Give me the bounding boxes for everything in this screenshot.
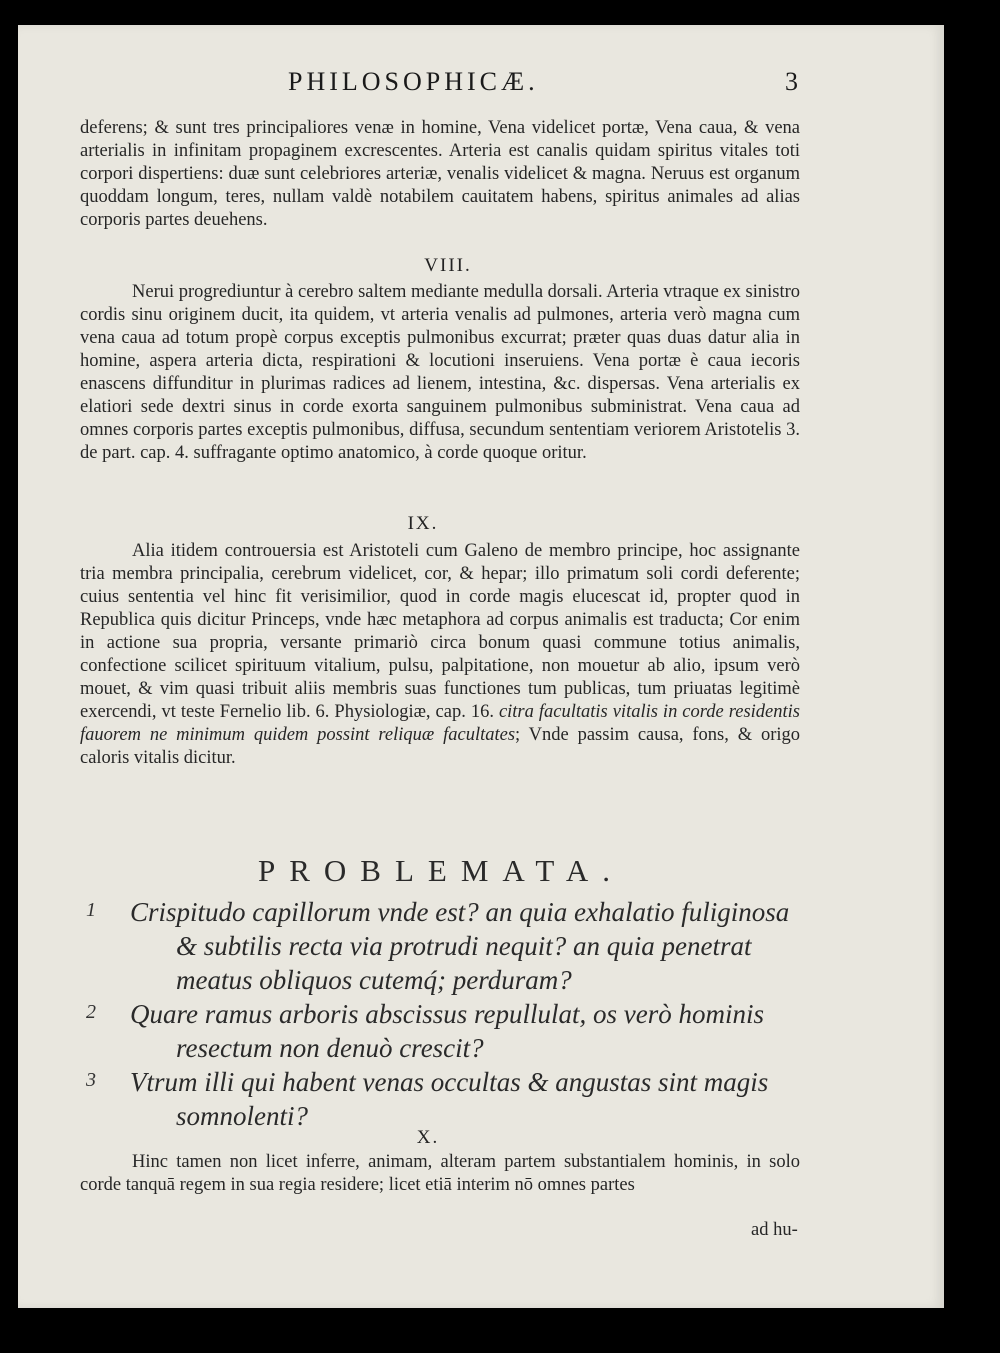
book-page (18, 25, 944, 1308)
catchword: ad hu- (751, 1220, 798, 1240)
problem-text: Crispitudo capillorum vnde est? an quia exhalatio fuliginosa & subtilis recta via protrudi nequit? an quia penetrat meatus obliquos cutemq́; perduram? (130, 897, 790, 995)
section-number-ix: IX. (407, 513, 439, 534)
problem-item (86, 1065, 806, 1133)
problem-number: 3 (86, 1069, 96, 1091)
problem-text: Vtrum illi qui habent venas occultas & angustas sint magis somnolenti? (130, 1067, 769, 1131)
section-number-x: X. (416, 1127, 440, 1148)
page-number: 3 (785, 67, 798, 96)
problem-text: Quare ramus arboris abscissus repullulat, os verò hominis resectum non denuò crescit? (130, 999, 765, 1063)
problemata-title: PROBLEMATA. (258, 853, 624, 888)
problem-item (86, 895, 806, 997)
paragraph-viii: Nerui progrediuntur à cerebro saltem mediante medulla dorsali. Arteria vtraque ex sinistro cordis sinu originem ducit, ita quidem, vt arteria venalis ad pulmones, arteria verò magna cum vena caua ad totum propè corpus exceptis pulmonibus excurrat; præter quas duas datur alia in homine, aspera arteria dicta, respirationi & locutioni inseruiens. Vena portæ è caua iecoris enascens diffunditur in plurimas radices ad lienem, intestina, &c. dispersas. Vena arterialis ex elatiori sede dextri sinus in corde exorta sanguinem pulmonibus subministrat. Vena caua ad omnes corporis partes exceptis pulmonibus, diffusa, secundum sententiam veriorem Aristotelis 3. de part. cap. 4. suffragante optimo anatomico, à corde quoque oritur. (80, 282, 800, 463)
problem-number: 2 (86, 1001, 96, 1023)
paragraph-ix (80, 540, 800, 770)
problem-number: 1 (86, 899, 96, 921)
problem-item (86, 997, 806, 1065)
paragraph-ix-tail: ; Vnde passim causa, fons, & origo caloris vitalis dicitur. (80, 725, 800, 768)
section-number-viii: VIII. (424, 255, 472, 276)
paragraph-ix-text: Alia itidem controuersia est Aristoteli cum Galeno de membro principe, hoc assignante tria membra principalia, cerebrum videlicet, cor, & hepar; illo primatum soli cordi deferente; cuius sententia vel hinc fit verisimilior, quod in corde magis elucescat id, propter quod in Republica quis dicitur Princeps, vnde hæc metaphora ad corpus animalis est traducta; Cor enim in actione sua propria, versante primariò circa bonum quasi commune totius animalis, confectione scilicet spirituum vitalium, pulsu, palpitatione, non mouetur ab alio, ipsum verò mouet, & vim quasi tribuit aliis membris suas functiones tum publicas, tum priuatas legitimè exercendi, vt teste Fernelio lib. 6. Physiologiæ, cap. 16. (80, 541, 800, 722)
running-header (288, 67, 808, 97)
paragraph-x: Hinc tamen non licet inferre, animam, alteram partem substantialem hominis, in solo corde tanquā regem in sua regia residere; licet etiā interim nō omnes partes (80, 1152, 800, 1195)
paragraph-top: deferens; & sunt tres principaliores venæ in homine, Vena videlicet portæ, Vena caua, & vena arterialis in infinitam propaginem excrescentes. Arteria est canalis quidam spiritus vitales toti corpori dispertiens: duæ sunt celebriores arteriæ, venalis videlicet & magna. Neruus est organum quoddam longum, teres, nullam valdè notabilem cauitatem habens, spiritus animales ad alias corporis partes deuehens. (80, 118, 800, 230)
running-title: PHILOSOPHICÆ. (288, 67, 539, 96)
paragraph-ix-quote: citra facultatis vitalis in corde residentis fauorem ne minimum quidem possint reliquæ facultates (80, 702, 800, 745)
